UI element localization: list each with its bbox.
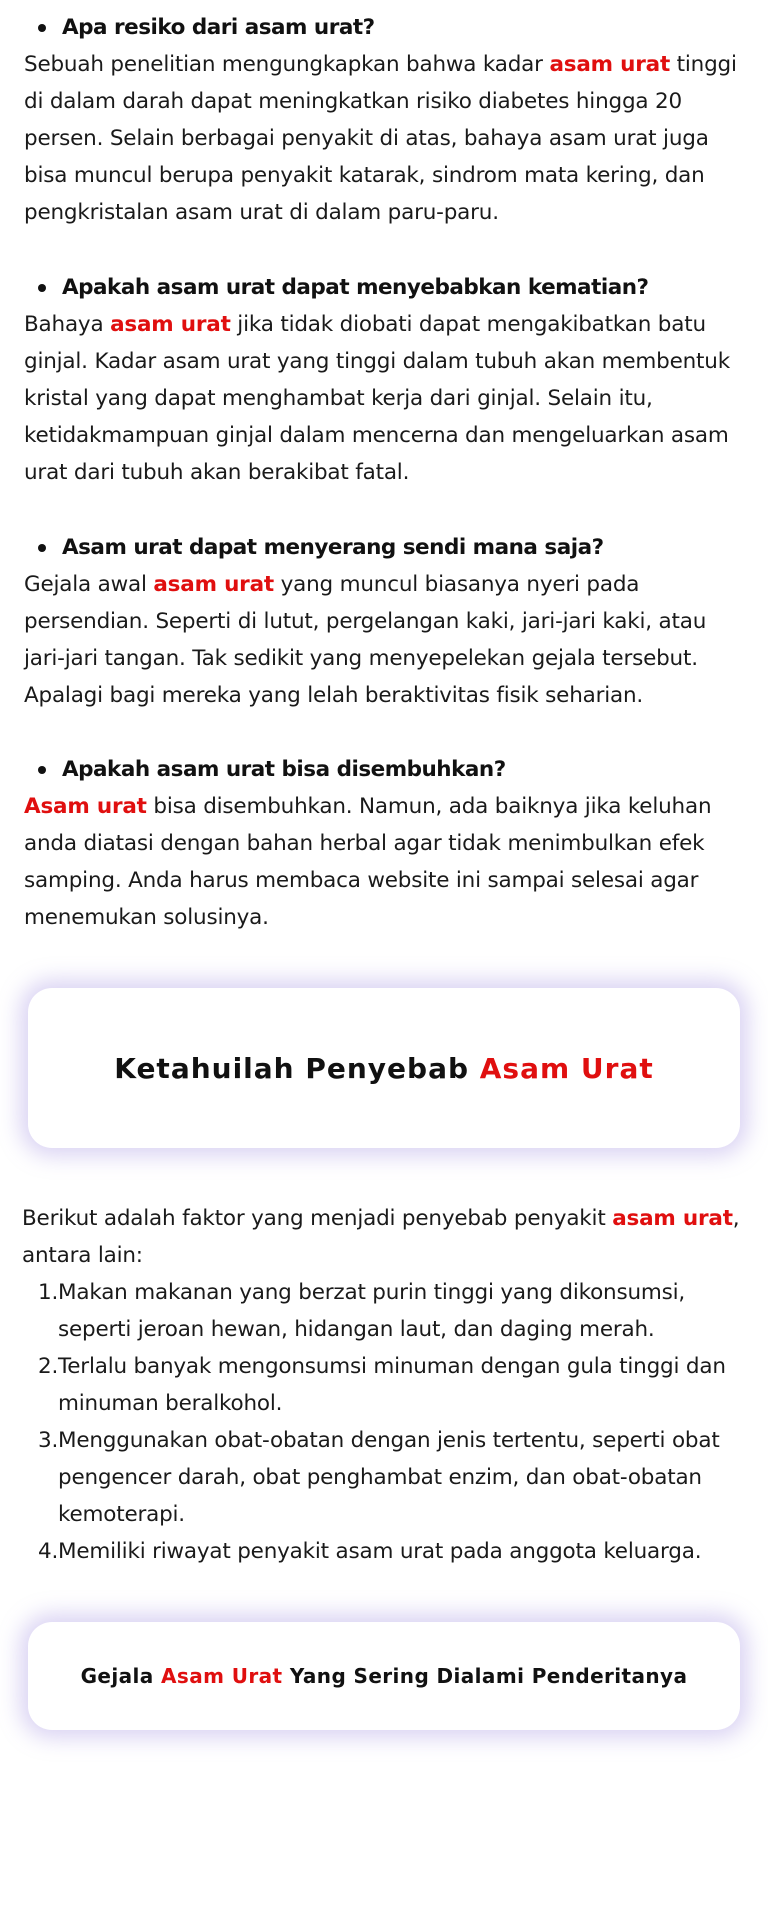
- faq-item-death: [24, 270, 752, 491]
- keyword-highlight: asam urat: [612, 1206, 733, 1231]
- faq-answer: Bahaya asam urat jika tidak diobati dapat mengakibatkan batu ginjal. Kadar asam urat yang tinggi dalam tubuh akan membentuk kristal yang dapat menghambat kerja dari ginjal. Selain itu, ketidakmampuan ginjal dalam mencerna dan mengeluarkan asam urat dari tubuh akan berakibat fatal.: [24, 312, 730, 485]
- bullet-icon: [38, 284, 46, 292]
- section-heading: Gejala Asam Urat Yang Sering Dialami Penderitanya: [80, 1664, 688, 1688]
- faq-answer: Asam urat bisa disembuhkan. Namun, ada baiknya jika keluhan anda diatasi dengan bahan herbal agar tidak menimbulkan efek samping. Anda harus membaca website ini sampai selesai agar menemukan solusinya.: [24, 794, 712, 930]
- bullet-icon: [38, 544, 46, 552]
- bullet-icon: [38, 766, 46, 774]
- faq-item-risk: [24, 10, 752, 231]
- keyword-highlight: asam urat: [153, 572, 274, 597]
- faq-answer: Sebuah penelitian mengungkapkan bahwa kadar asam urat tinggi di dalam darah dapat meningkatkan risiko diabetes hingga 20 persen. Selain berbagai penyakit di atas, bahaya asam urat juga bisa muncul berupa penyakit katarak, sindrom mata kering, dan pengkristalan asam urat di dalam paru-paru.: [24, 52, 737, 225]
- list-item: 1. Makan makanan yang berzat purin tinggi yang dikonsumsi, seperti jeroan hewan, hidangan laut, dan daging merah.: [38, 1280, 686, 1342]
- list-item: 4. Memiliki riwayat penyakit asam urat pada anggota keluarga.: [38, 1539, 702, 1564]
- keyword-highlight: asam urat: [549, 52, 671, 77]
- causes-section: [22, 1200, 752, 1570]
- faq-question: Apa resiko dari asam urat?: [24, 10, 752, 46]
- causes-list: [22, 1274, 752, 1570]
- cause-heading-card: [28, 988, 740, 1148]
- list-item: 3. Menggunakan obat-obatan dengan jenis tertentu, seperti obat pengencer darah, obat penghambat enzim, dan obat-obatan kemoterapi.: [38, 1428, 720, 1527]
- faq-answer: Gejala awal asam urat yang muncul biasanya nyeri pada persendian. Seperti di lutut, pergelangan kaki, jari-jari kaki, atau jari-jari tangan. Tak sedikit yang menyepelekan gejala tersebut. Apalagi bagi mereka yang lelah beraktivitas fisik seharian.: [24, 572, 707, 708]
- keyword-highlight: Asam urat: [24, 794, 147, 819]
- keyword-highlight: asam urat: [110, 312, 231, 337]
- bullet-icon: [38, 24, 46, 32]
- faq-question: Apakah asam urat dapat menyebabkan kematian?: [24, 270, 752, 306]
- symptom-heading-card: [28, 1622, 740, 1730]
- faq-item-cure: [24, 752, 752, 936]
- section-heading: Ketahuilah Penyebab Asam Urat: [114, 1051, 654, 1085]
- faq-question: Apakah asam urat bisa disembuhkan?: [24, 752, 752, 788]
- causes-intro: Berikut adalah faktor yang menjadi penyebab penyakit asam urat, antara lain:: [22, 1206, 740, 1268]
- faq-item-joints: [24, 530, 752, 714]
- faq-question: Asam urat dapat menyerang sendi mana saja?: [24, 530, 752, 566]
- list-item: 2. Terlalu banyak mengonsumsi minuman dengan gula tinggi dan minuman beralkohol.: [38, 1354, 726, 1416]
